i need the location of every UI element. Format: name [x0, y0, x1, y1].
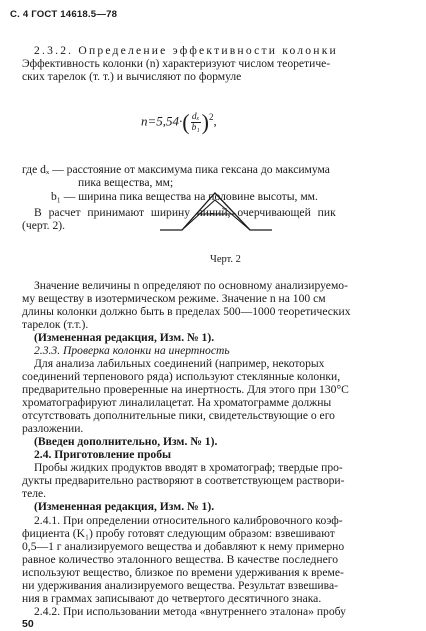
- text-line: разложении.: [22, 422, 84, 435]
- definition-line: b₁ — ширина пика вещества на половине высоты, мм.: [51, 190, 318, 203]
- formula-denominator: b₁: [191, 123, 200, 133]
- amendment-note: (Измененная редакция, Изм. № 1).: [34, 331, 215, 344]
- text-line: фициента (K₁) пробу готовят следующим образом: взвешивают: [22, 527, 335, 540]
- text-line: (черт. 2).: [22, 219, 66, 232]
- text-line: предварительно проверенные на инертность. Для этого при 130°С: [22, 383, 349, 396]
- section-2-3-3-heading: 2.3.3. Проверка колонки на инертность: [34, 344, 230, 357]
- text-line: 2.4.2. При использовании метода «внутреннего эталона» пробу: [34, 605, 346, 618]
- page-header: С. 4 ГОСТ 14618.5—78: [10, 9, 118, 20]
- amendment-note: (Введен дополнительно, Изм. № 1).: [34, 435, 218, 448]
- formula-tail: ,: [213, 113, 217, 129]
- formula-exponent: 2: [209, 112, 214, 123]
- peak-outer-line: [160, 193, 272, 230]
- formula-lhs: n=5,54·: [141, 113, 183, 129]
- page-number: 50: [22, 618, 34, 630]
- text-line: Значение величины n определяют по основному анализируемо-: [34, 279, 348, 292]
- text-line: Эффективность колонки (n) характеризуют числом теоретиче-: [22, 57, 331, 70]
- text-line: В расчет принимают ширину линий, очерчивающей пик: [34, 206, 336, 219]
- text-line: 0,5—1 г анализируемого вещества и добавляют к нему примерно: [22, 540, 345, 553]
- amendment-note: (Измененная редакция, Изм. № 1).: [34, 500, 215, 513]
- formula-efficiency: n=5,54·( $\frac{\text{dₓ}}{\text{b₁}}$ )$^2$,: [141, 109, 217, 135]
- figure-caption: Черт. 2: [210, 254, 241, 265]
- text-line: теле.: [22, 487, 47, 500]
- text-line: дукты предварительно растворяют в соответствующем раствори-: [22, 474, 345, 487]
- section-2-3-2-heading: 2.3.2. Определение эффективности колонки: [34, 44, 338, 57]
- text-line: соединений терпенового ряда) используют стеклянные колонки,: [22, 370, 341, 383]
- text-line: хроматографируют линалилацетат. На хроматограмме должны: [22, 396, 332, 409]
- text-line: пика вещества, мм;: [78, 176, 174, 189]
- text-line: му веществу в изотермическом режиме. Значение n на 100 см: [22, 292, 326, 305]
- text-line: 2.4.1. При определении относительного калибровочного коэф-: [34, 514, 343, 527]
- text-line: отсутствовать дополнительные пики, свидетельствующие о его: [22, 409, 335, 422]
- text-line: используют вещество, близкое по времени удерживания к време-: [22, 566, 344, 579]
- text-line: равное количество эталонного вещества. В качестве последнего: [22, 553, 339, 566]
- text-line: ских тарелок (т. т.) и вычисляют по формуле: [22, 70, 242, 83]
- text-line: ни удерживания анализируемого вещества. Результат взвешива-: [22, 579, 338, 592]
- section-2-4-heading: 2.4. Приготовление пробы: [34, 448, 172, 461]
- peak-drawing: [160, 185, 280, 235]
- text-line: длины колонки должно быть в пределах 500—1000 теоретических: [22, 305, 351, 318]
- text-line: тарелок (т.т.).: [22, 318, 89, 331]
- definition-line: где dₓ — расстояние от максимума пика гексана до максимума: [22, 163, 330, 176]
- text-line: Для анализа лабильных соединений (например, некоторых: [34, 357, 325, 370]
- text-line: Пробы жидких продуктов вводят в хроматограф; твердые про-: [34, 461, 343, 474]
- formula-fraction: [191, 112, 201, 133]
- formula-numerator: dₓ: [191, 112, 200, 122]
- peak-inner-line: [182, 200, 250, 230]
- text-line: ния в граммах записывают до четвертого десятичного знака.: [22, 592, 322, 605]
